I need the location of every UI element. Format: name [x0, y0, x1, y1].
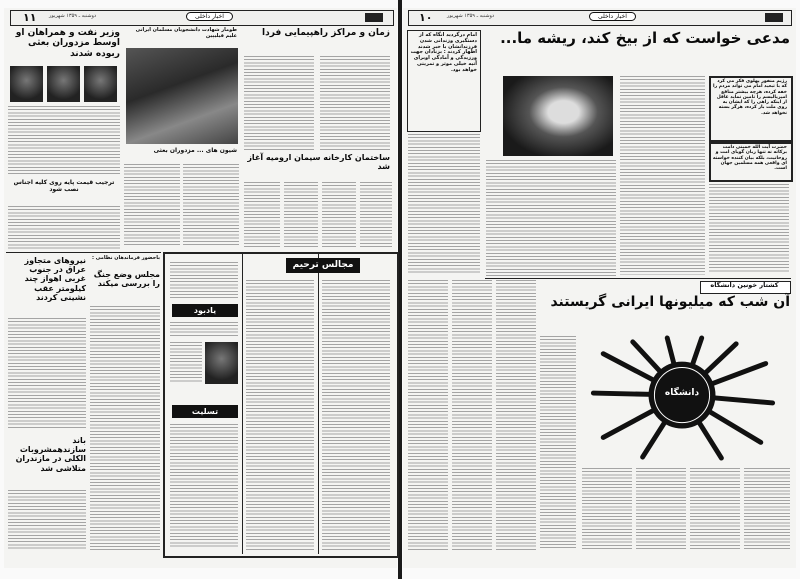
section-label: اخبار داخلی [186, 12, 233, 21]
article-text [408, 134, 480, 274]
illustration-label: دانشگاه [664, 388, 700, 398]
article-text [496, 280, 536, 550]
left-page-header [10, 10, 394, 26]
article-text [690, 468, 740, 550]
photo-portrait [84, 66, 117, 102]
photo-khomeini [503, 76, 613, 156]
headline-iraq: نیروهای متجاوز عراق در جنوب غربی اهواز چند کیلومتر عقب نشینی کردند [24, 256, 86, 302]
page-number: ۱۱ [23, 11, 37, 24]
article-text [322, 182, 356, 248]
majlis-kicker: باحضور فرماندهان نظامی : [91, 255, 160, 261]
article-text [582, 468, 632, 550]
headline-mourning: شیون های ... مزدوران بعثی [153, 147, 237, 154]
article-text [90, 306, 160, 550]
yadbud-label: یادبود [172, 304, 238, 317]
notice-text [170, 322, 238, 336]
headline-cement: ساختمان کارخانه سیمان ارومیه آغاز شد [247, 153, 390, 172]
divider [485, 278, 791, 279]
headline-march: زمان و مراکز راهپیمایی فردا [262, 28, 390, 38]
photo-crowd [126, 48, 238, 144]
quote-box-text: حضرت آیت الله خمینی دامت برکاته نه تنها زبان گویای امت و روحانیت، بلکه بیان کننده خواسته ای واقعی همه مسلمین جهان است. [712, 145, 787, 172]
article-text [124, 164, 180, 247]
main-headline: مدعی خواست که از بیخ کند، ریشه ما... [500, 29, 790, 47]
divider [242, 254, 243, 554]
quote-box-text: رژیم منفور پهلوی فکر می کرد که با تبعید امام می تواند مردم را خفه کرده، هرچه بیشتر منافع امپریالیسم را تامین نماید غافل از اینکه راهی را که ایشان به روی ملت باز کرده، هرگز بسته نخواهد شد. [712, 79, 787, 116]
photo-portrait [205, 342, 238, 384]
page-number: ۱۰ [419, 11, 433, 24]
article-text [8, 206, 120, 250]
article-text [540, 336, 576, 550]
section-label: اخبار داخلی [589, 12, 636, 21]
notice-text [170, 424, 238, 549]
headline-band: باند سازندهمشروبات الکلی در مازندران متلاشی شد [15, 436, 86, 473]
article-text [183, 164, 239, 247]
article-text [709, 184, 789, 272]
article-text [244, 56, 314, 150]
right-page-header [408, 10, 792, 26]
photo-portrait [10, 66, 43, 102]
divider [6, 252, 161, 253]
article-text [408, 280, 448, 550]
article-text [8, 106, 120, 176]
article-text [284, 182, 318, 248]
notice-text [322, 280, 390, 550]
memorial-title: مجالس ترحیم [286, 258, 360, 273]
article-text [8, 318, 86, 430]
notice-text [170, 342, 202, 382]
article-text [360, 182, 392, 248]
article-text [320, 56, 390, 150]
article-text [636, 468, 686, 550]
newspaper-logo [365, 13, 383, 22]
illustration-university [582, 334, 782, 464]
date-line: دوشنبه ـ ۱۳۵۹ شهریور [49, 13, 97, 19]
tasliat-label: تسلیت [172, 405, 238, 418]
date-line: دوشنبه ـ ۱۳۵۹ شهریور [447, 13, 495, 19]
headline-majlis: مجلس وضع جنگ را بررسی میکند [93, 270, 160, 289]
article-text [486, 160, 616, 276]
photo-portrait [47, 66, 80, 102]
headline-minister: وزیر نفت و همراهان او اوسط مزدوران بعثی ربوده شدند [15, 28, 120, 59]
article-text [744, 468, 790, 550]
newspaper-logo [765, 13, 783, 22]
headline-price: ترجیب قیمت پایه روی کلیه اجناس نصب شود [13, 179, 115, 193]
side-box-text: امام درگردید انگاه که از دستگیری وزندانی شدن فرزندانشان با خبر شدند اظهار کردند : بزنادان جهت ورزیدگی و آمادگی اوبرای آتیه خیلی موثر و تمریتی خواهد بود. [410, 32, 477, 73]
article-text [244, 182, 280, 248]
notice-text [246, 280, 314, 550]
notice-text [170, 262, 238, 300]
photo-caption-martyrs: طومار شهادت دانشجویان مسلمان ایرانی علیم فیلیپین [135, 27, 237, 39]
article-text [452, 280, 492, 550]
article-text [8, 490, 86, 550]
headline-2: آن شب که میلیونها ایرانی گریستند [550, 294, 790, 310]
divider [318, 254, 319, 554]
section-label: کشتار خونین دانشگاه [710, 281, 779, 289]
article-text [620, 76, 705, 275]
